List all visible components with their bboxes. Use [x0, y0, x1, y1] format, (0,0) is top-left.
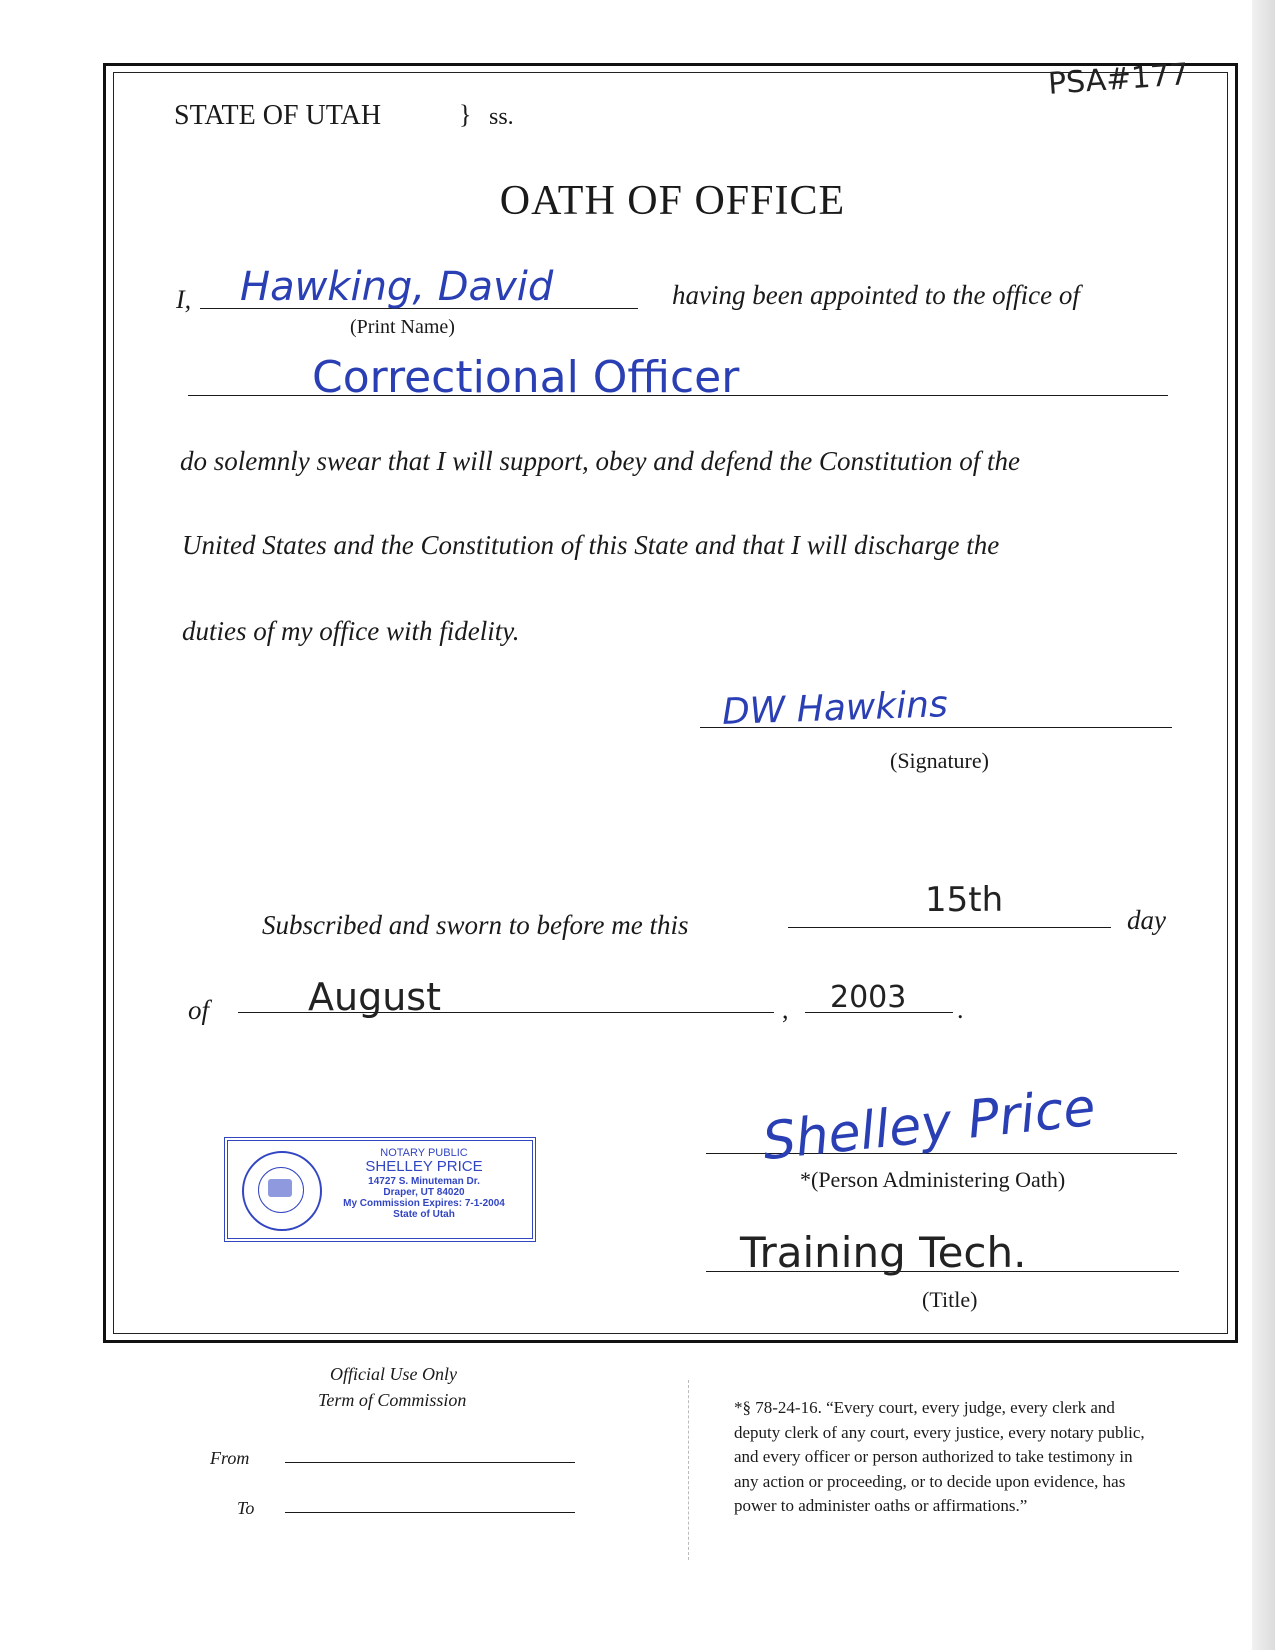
brace-mark: }: [459, 100, 472, 129]
statute-footnote: [734, 1396, 1145, 1519]
oath-text-line-2: United States and the Constitution of this State and that I will discharge the: [182, 530, 1000, 560]
title-caption: (Title): [922, 1287, 978, 1312]
official-use-heading: Official Use Only: [330, 1364, 457, 1384]
from-field-line: [285, 1462, 575, 1463]
stamp-line-2: SHELLEY PRICE: [365, 1158, 483, 1176]
state-heading: STATE OF UTAH: [174, 100, 382, 131]
appointed-text: having been appointed to the office of: [672, 280, 1080, 310]
stamp-line-3: 14727 S. Minuteman Dr.: [368, 1175, 480, 1187]
oath-prefix: I,: [176, 285, 192, 314]
to-field-line: [285, 1512, 575, 1513]
day-line: [788, 927, 1111, 928]
page-title: OATH OF OFFICE: [499, 178, 846, 224]
section-divider: [688, 1380, 689, 1560]
oath-taker-signature: DW Hawkins: [721, 684, 949, 733]
to-label: To: [237, 1498, 255, 1518]
stamp-line-4: Draper, UT 84020: [383, 1186, 465, 1198]
page-edge-shadow: [1252, 0, 1275, 1650]
print-name-caption: (Print Name): [350, 316, 455, 338]
footnote-line-1: *§ 78-24-16. “Every court, every judge, every clerk and: [734, 1398, 1115, 1417]
notary-stamp: [224, 1137, 536, 1242]
office-value: Correctional Officer: [312, 352, 740, 403]
year-period: .: [957, 995, 964, 1024]
day-word: day: [1127, 905, 1166, 935]
administrator-title: Training Tech.: [740, 1228, 1027, 1277]
month-value: August: [308, 975, 441, 1019]
footnote-line-2: deputy clerk of any court, every justice, every notary public,: [734, 1422, 1145, 1442]
from-label: From: [210, 1448, 250, 1468]
sworn-text: Subscribed and sworn to before me this: [262, 910, 689, 940]
oath-text-line-1: do solemnly swear that I will support, obey and defend the Constitution of the: [180, 446, 1020, 476]
stamp-line-5: My Commission Expires: 7-1-2004: [343, 1197, 505, 1209]
administrator-signature: Shelley Price: [759, 1077, 1099, 1173]
oath-text-line-3: duties of my office with fidelity.: [182, 616, 520, 646]
stamp-line-6: State of Utah: [393, 1208, 455, 1220]
month-comma: ,: [782, 995, 789, 1024]
state-seal-icon: [242, 1151, 322, 1231]
footnote-line-4: any action or proceeding, or to decide upon evidence, has: [734, 1471, 1126, 1491]
psa-annotation: PSA#177: [1046, 57, 1190, 102]
term-heading: Term of Commission: [318, 1390, 467, 1410]
of-label: of: [188, 995, 210, 1025]
footnote-line-5: power to administer oaths or affirmations.”: [734, 1496, 1028, 1515]
signature-caption: (Signature): [890, 748, 989, 773]
year-value: 2003: [830, 980, 907, 1015]
administrator-caption: *(Person Administering Oath): [800, 1167, 1066, 1192]
ss-label: ss.: [489, 104, 514, 130]
print-name-value: Hawking, David: [240, 264, 554, 310]
footnote-line-3: and every officer or person authorized to take testimony in: [734, 1447, 1133, 1466]
day-value: 15th: [925, 880, 1004, 920]
stamp-line-1: NOTARY PUBLIC: [380, 1147, 468, 1159]
